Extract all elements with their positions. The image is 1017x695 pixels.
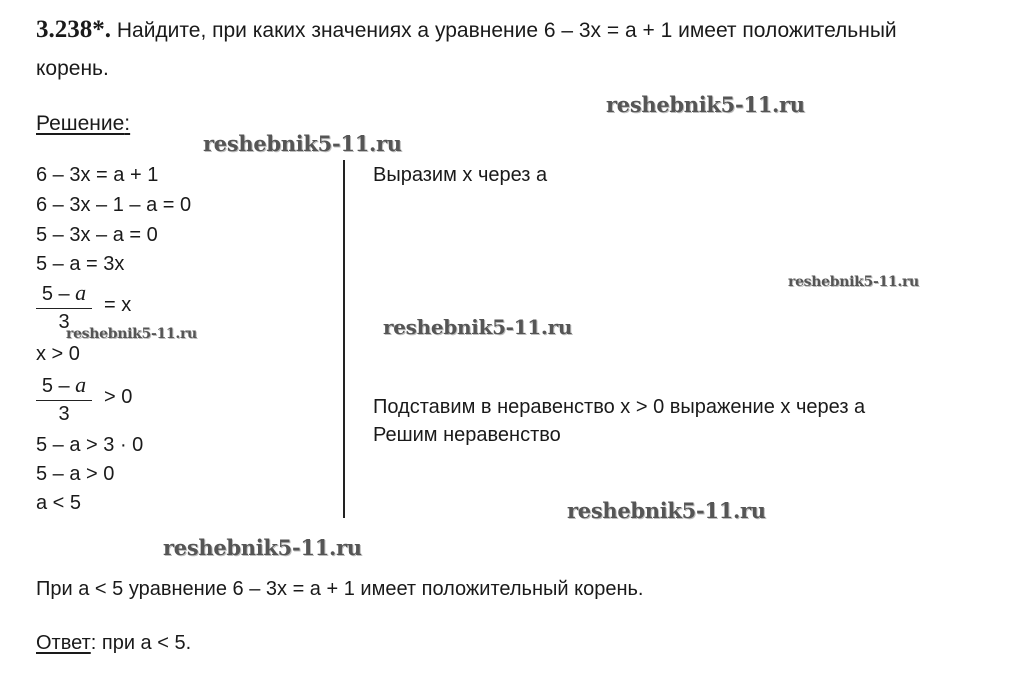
watermark-text: reshebnik5-11.ru bbox=[788, 274, 919, 290]
fraction-rhs: > 0 bbox=[104, 386, 133, 408]
solution-heading-text: Решение bbox=[36, 112, 125, 135]
fraction-numerator-variable: a bbox=[75, 372, 87, 397]
step-result: a < 5 bbox=[36, 492, 82, 514]
problem-statement bbox=[36, 18, 897, 43]
fraction-inequality bbox=[36, 372, 92, 426]
fraction-denominator: 3 bbox=[58, 311, 70, 333]
answer-label: Ответ bbox=[36, 632, 91, 654]
problem-text-line1: Найдите, при каких значениях а уравнение 6 – 3x = a + 1 имеет положительный bbox=[116, 19, 897, 42]
watermark-text: reshebnik5-11.ru bbox=[383, 315, 573, 339]
watermark-text: reshebnik5-11.ru bbox=[163, 535, 362, 560]
step-multiply: 5 – a > 3 · 0 bbox=[36, 434, 144, 456]
answer bbox=[36, 632, 191, 655]
step-move-terms: 6 – 3x – 1 – a = 0 bbox=[36, 194, 192, 216]
watermark-text: reshebnik5-11.ru bbox=[606, 92, 805, 117]
solution-heading-colon: : bbox=[124, 112, 131, 135]
step-simplify: 5 – 3x – a = 0 bbox=[36, 224, 158, 246]
fraction-numerator-prefix: 5 – bbox=[41, 375, 76, 397]
fraction-rhs: = x bbox=[104, 294, 132, 316]
watermark-text: reshebnik5-11.ru bbox=[203, 131, 402, 156]
note-solve-inequality: Решим неравенство bbox=[373, 424, 561, 446]
step-equation: 6 – 3x = a + 1 bbox=[36, 164, 159, 186]
fraction-numerator bbox=[36, 280, 92, 309]
answer-colon: : bbox=[90, 632, 97, 654]
watermark-text: reshebnik5-11.ru bbox=[567, 498, 766, 523]
fraction-numerator-variable: a bbox=[75, 280, 87, 305]
step-inequality: x > 0 bbox=[36, 343, 80, 365]
fraction-numerator-prefix: 5 – bbox=[41, 283, 76, 305]
column-divider bbox=[343, 160, 345, 518]
answer-text: при a < 5. bbox=[96, 632, 192, 654]
step-isolate: 5 – a = 3x bbox=[36, 253, 125, 275]
fraction-denominator: 3 bbox=[58, 403, 70, 425]
problem-text-line2: корень. bbox=[36, 57, 109, 80]
step-simplified-inequality: 5 – a > 0 bbox=[36, 463, 115, 485]
solution-heading bbox=[36, 112, 130, 136]
problem-number: 3.238*. bbox=[36, 16, 111, 43]
conclusion-text: При a < 5 уравнение 6 – 3x = a + 1 имеет положительный корень. bbox=[36, 578, 644, 600]
watermark-text: reshebnik5-11.ru bbox=[66, 326, 197, 342]
fraction-numerator bbox=[36, 372, 92, 401]
note-substitute: Подставим в неравенство x > 0 выражение x через a bbox=[373, 396, 866, 418]
note-express-x: Выразим x через a bbox=[373, 164, 548, 186]
